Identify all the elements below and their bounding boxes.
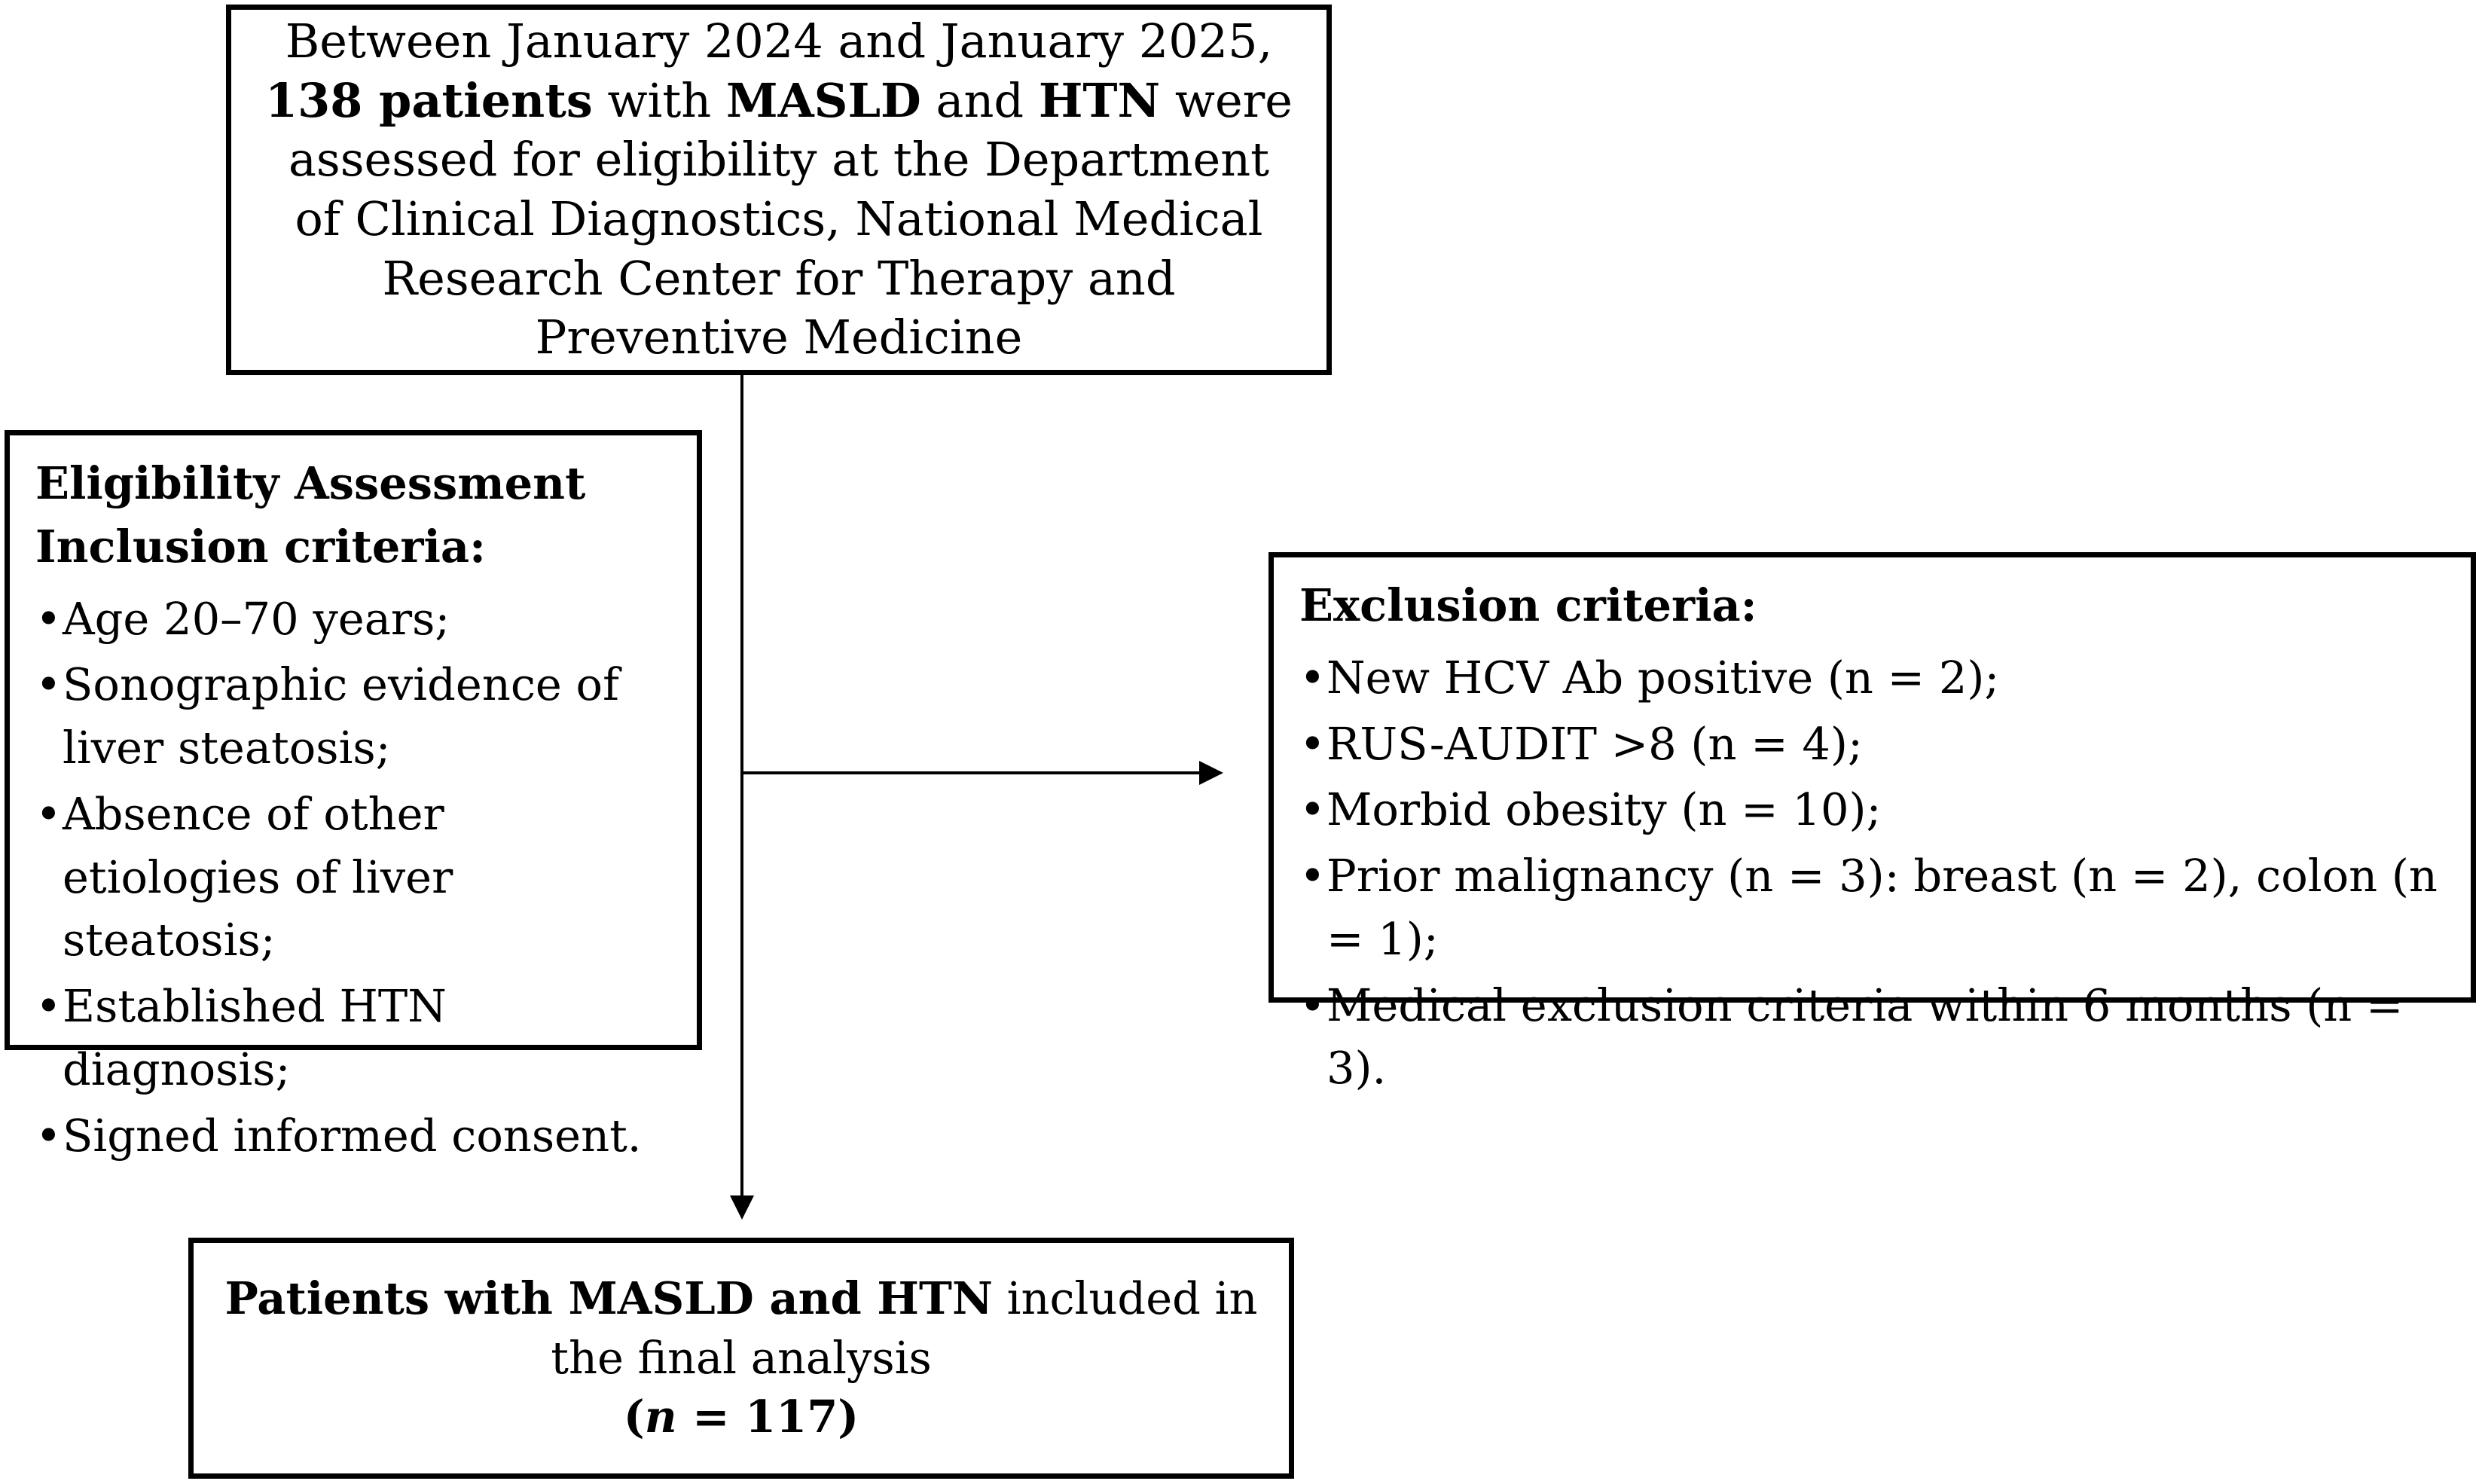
final-analysis-count <box>624 1391 859 1443</box>
enrollment-text-part: and <box>920 72 1039 128</box>
inclusion-item-text: Sonographic evidence of liver steatosis; <box>63 658 619 774</box>
enrollment-text-part: Between January 2024 and January 2025, <box>285 13 1273 69</box>
enrollment-box <box>226 5 1332 375</box>
inclusion-item-text: Established HTN diagnosis; <box>63 980 447 1095</box>
bullet-icon: • <box>1299 783 1326 836</box>
inclusion-list <box>35 588 674 1168</box>
exclusion-item <box>1299 974 2448 1101</box>
final-analysis-box <box>188 1238 1294 1479</box>
exclusion-item-text: New HCV Ab positive (n = 2); <box>1326 651 2000 704</box>
inclusion-item <box>35 783 674 972</box>
exclusion-item <box>1299 778 2448 841</box>
inclusion-item <box>35 975 674 1101</box>
bullet-icon: • <box>1299 717 1326 770</box>
inclusion-item <box>35 653 674 780</box>
exclusion-item <box>1299 713 2448 776</box>
count-open-paren: ( <box>623 1391 645 1443</box>
count-value: = 117) <box>676 1391 859 1443</box>
bullet-icon: • <box>35 1109 62 1162</box>
final-analysis-description: included in the final analysis <box>551 1272 1258 1384</box>
inclusion-item <box>35 588 674 651</box>
bullet-icon: • <box>1299 850 1326 902</box>
bullet-icon: • <box>1299 979 1326 1031</box>
exclusion-item-text: Prior malignancy (n = 3): breast (n = 2), colon (n = 1); <box>1326 850 2438 965</box>
exclusion-item-text: RUS-AUDIT >8 (n = 4); <box>1326 717 1863 770</box>
inclusion-item-text: Absence of other etiologies of liver steatosis; <box>63 787 453 966</box>
enrollment-text <box>261 12 1296 368</box>
enrollment-text-part: were assessed for eligibility at the Department of Clinical Diagnostics, National Medical Research Center for Therapy and Preventive Medicine <box>288 72 1293 365</box>
exclusion-criteria-box <box>1268 552 2476 1095</box>
bullet-icon: • <box>35 787 62 840</box>
bullet-icon: • <box>35 980 62 1033</box>
exclusion-heading: Exclusion criteria: <box>1299 579 1757 631</box>
exclusion-item-text: Medical exclusion criteria within 6 months (n = 3). <box>1326 979 2404 1095</box>
exclusion-list <box>1299 646 2448 1100</box>
enrollment-htn-label: HTN <box>1038 72 1161 128</box>
inclusion-criteria-box <box>5 430 702 1162</box>
count-variable: n <box>644 1391 677 1443</box>
enrollment-masld-label: MASLD <box>725 72 921 128</box>
enrollment-patient-count: 138 patients <box>264 72 593 128</box>
inclusion-heading: Inclusion criteria: <box>35 520 486 573</box>
inclusion-item <box>35 1104 674 1168</box>
final-analysis-bold-label: Patients with MASLD and HTN <box>224 1272 993 1325</box>
exclusion-item-text: Morbid obesity (n = 10); <box>1326 783 1882 836</box>
exclusion-item <box>1299 844 2448 971</box>
exclusion-item <box>1299 646 2448 710</box>
final-analysis-text <box>216 1269 1266 1446</box>
inclusion-item-text: Age 20–70 years; <box>63 592 450 645</box>
bullet-icon: • <box>1299 651 1326 704</box>
bullet-icon: • <box>35 658 62 711</box>
eligibility-heading: Eligibility Assessment <box>35 457 586 509</box>
bullet-icon: • <box>35 592 62 645</box>
enrollment-text-part: with <box>592 72 726 128</box>
inclusion-item-text: Signed informed consent. <box>63 1109 642 1162</box>
